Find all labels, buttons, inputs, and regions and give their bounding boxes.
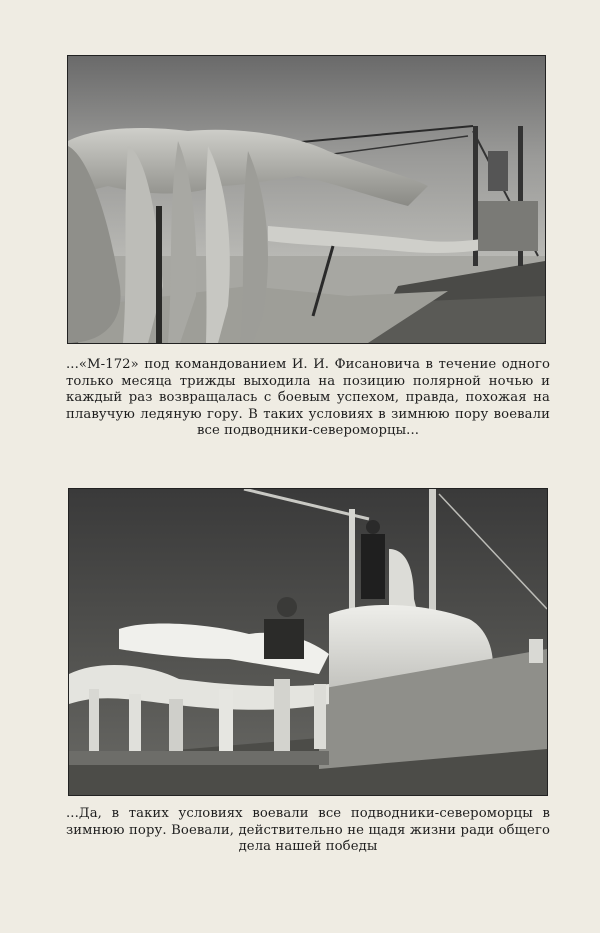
photo-caption-2: ...Да, в таких условиях воевали все подводники-североморцы в зимнюю пору. Воевали, действительно не щадя жизни ради общего дела нашей победы (66, 806, 550, 854)
photo-iced-submarine-crew (68, 488, 548, 796)
photo-caption-1: ...«М-172» под командованием И. И. Фисановича в течение одного только месяца трижды выходила на позицию полярной ночью и каждый раз возвращалась с боевым успехом, правда, похожая на плавучую ледяную гору. В таких условиях в зимнюю пору воевали все подводники-североморцы... (66, 357, 550, 438)
photo-iced-submarine-deck-image (68, 56, 545, 343)
photo-iced-submarine-deck (67, 55, 546, 344)
photo-iced-submarine-crew-image (69, 489, 547, 795)
